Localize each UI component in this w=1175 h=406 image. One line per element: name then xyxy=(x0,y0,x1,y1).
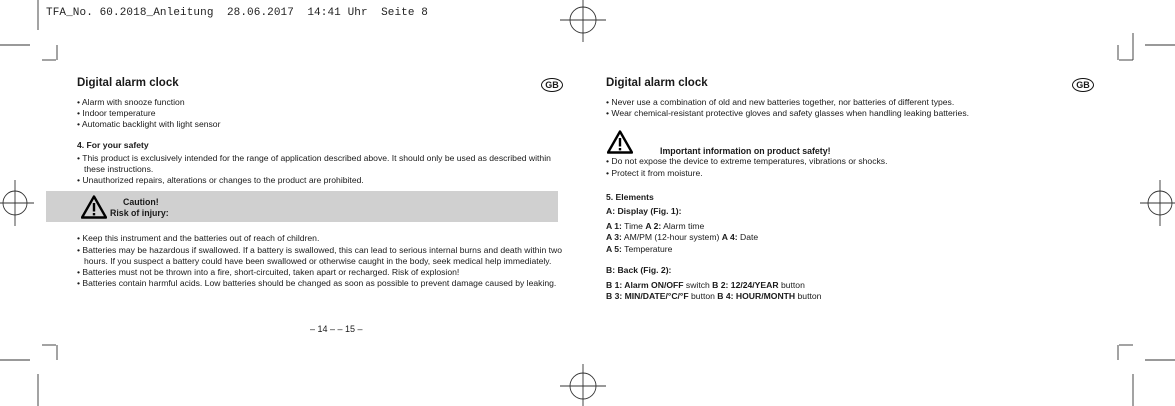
list-item: • Keep this instrument and the batteries out of reach of children. xyxy=(77,233,320,244)
print-file: TFA_No. 60.2018_Anleitung xyxy=(46,7,214,19)
page-title: Digital alarm clock xyxy=(606,77,708,89)
display-line xyxy=(606,221,1098,232)
list-item: • Alarm with snooze function xyxy=(77,97,185,107)
label-bold: B 3: MIN/DATE/°C/°F xyxy=(606,291,689,302)
warning-list xyxy=(77,233,569,289)
label-text: button xyxy=(688,291,718,302)
label-bold: A 1: xyxy=(606,221,622,232)
list-item: • Unauthorized repairs, alterations or changes to the product are prohibited. xyxy=(77,175,364,186)
info-title: Important information on product safety! xyxy=(660,146,831,156)
back-lines xyxy=(606,280,1098,302)
caution-box xyxy=(46,191,558,222)
print-header xyxy=(46,7,428,19)
label-text: button xyxy=(795,291,822,302)
list-item: • Do not expose the device to extreme temperatures, vibrations or shocks. xyxy=(606,156,888,167)
caution-subtitle: Risk of injury: xyxy=(110,207,169,218)
label-bold: B 4: HOUR/MONTH xyxy=(717,291,796,302)
page-title: Digital alarm clock xyxy=(77,77,179,89)
section-heading: 4. For your safety xyxy=(77,139,149,150)
label-text: Temperature xyxy=(621,243,673,254)
label-text: Time xyxy=(621,221,646,232)
page-numbers: – 14 – – 15 – xyxy=(310,324,363,334)
display-heading: A: Display (Fig. 1): xyxy=(606,206,682,217)
warning-icon xyxy=(81,195,107,219)
info-list xyxy=(606,156,1098,178)
label-bold: B 1: Alarm ON/OFF xyxy=(606,280,684,291)
print-time: 14:41 Uhr xyxy=(307,7,368,19)
label-text: Date xyxy=(737,232,759,243)
list-item: • Protect it from moisture. xyxy=(606,167,703,178)
section-heading: 5. Elements xyxy=(606,191,654,202)
warning-icon xyxy=(607,130,633,154)
back-line xyxy=(606,280,1098,291)
battery-list xyxy=(606,97,1098,119)
label-bold: A 2: xyxy=(645,221,662,232)
print-date: 28.06.2017 xyxy=(226,7,294,19)
list-item: • Never use a combination of old and new batteries together, nor batteries of different types. xyxy=(606,97,955,107)
print-page: Seite 8 xyxy=(381,7,428,19)
list-item: • Batteries must not be thrown into a fire, short-circuited, taken apart or recharged. Risk of explosion! xyxy=(77,267,460,278)
back-line xyxy=(606,291,1098,302)
display-line xyxy=(606,244,1098,255)
label-bold: A 5: xyxy=(606,243,622,254)
list-item: • Batteries contain harmful acids. Low batteries should be changed as soon as possible to prevent damage caused by leaking. xyxy=(77,278,557,289)
right-page xyxy=(606,76,1098,302)
safety-list xyxy=(77,153,569,187)
language-badge: GB xyxy=(1072,78,1094,92)
feature-list xyxy=(77,97,569,131)
label-bold: A 4: xyxy=(721,232,738,243)
display-lines xyxy=(606,221,1098,255)
list-item: • Wear chemical-resistant protective gloves and safety glasses when handling leaking batteries. xyxy=(606,108,970,119)
left-page xyxy=(77,76,569,289)
language-badge: GB xyxy=(541,78,563,92)
label-text: Alarm time xyxy=(661,221,705,232)
label-text: switch xyxy=(683,280,713,291)
list-item: • Indoor temperature xyxy=(77,108,156,119)
list-item: • Batteries may be hazardous if swallowed. If a battery is swallowed, this can lead to serious internal burns and death within two hours. If you suspect a battery could have been swallowed or otherwise caught in the body, seek medical help immediately. xyxy=(77,244,562,266)
label-bold: B 2: 12/24/YEAR xyxy=(712,280,779,291)
label-bold: A 3: xyxy=(606,232,622,243)
back-heading: B: Back (Fig. 2): xyxy=(606,264,672,275)
label-text: button xyxy=(778,280,805,291)
list-item: • This product is exclusively intended for the range of application described above. It should only be used as described within these instructions. xyxy=(77,152,551,175)
caution-title: Caution! xyxy=(123,197,159,208)
display-line xyxy=(606,232,1098,243)
list-item: • Automatic backlight with light sensor xyxy=(77,119,221,130)
caution-text xyxy=(110,197,169,218)
label-text: AM/PM (12-hour system) xyxy=(621,232,722,243)
